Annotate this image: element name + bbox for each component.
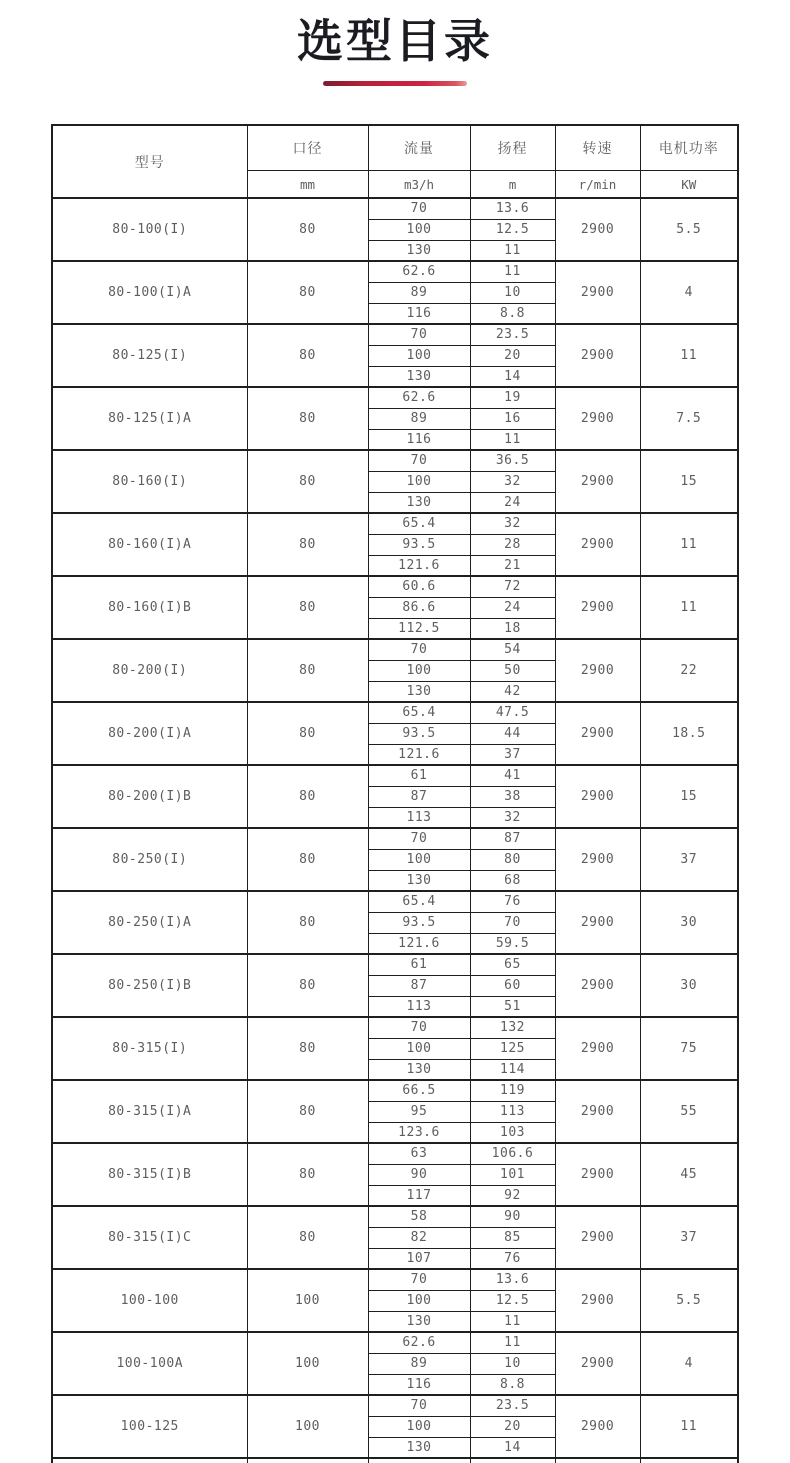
flow-cell: 87 bbox=[368, 786, 470, 807]
header-cell-speed: 转速 bbox=[555, 125, 640, 171]
head-cell: 11 bbox=[470, 1311, 555, 1332]
speed-cell: 2900 bbox=[555, 1269, 640, 1332]
head-cell bbox=[470, 1458, 555, 1463]
power-cell: 11 bbox=[640, 1395, 738, 1458]
header-cell-diameter: 口径 bbox=[247, 125, 368, 171]
head-cell: 72 bbox=[470, 576, 555, 597]
diameter-cell: 80 bbox=[247, 1206, 368, 1269]
power-cell: 37 bbox=[640, 1206, 738, 1269]
head-cell: 85 bbox=[470, 1227, 555, 1248]
flow-cell: 89 bbox=[368, 282, 470, 303]
flow-cell: 107 bbox=[368, 1248, 470, 1269]
flow-cell: 62.6 bbox=[368, 387, 470, 408]
flow-cell: 130 bbox=[368, 366, 470, 387]
head-cell: 132 bbox=[470, 1017, 555, 1038]
speed-cell: 2900 bbox=[555, 198, 640, 261]
header-cell-head: 扬程 bbox=[470, 125, 555, 171]
flow-cell: 70 bbox=[368, 1017, 470, 1038]
diameter-cell: 80 bbox=[247, 702, 368, 765]
head-cell: 8.8 bbox=[470, 303, 555, 324]
flow-cell: 65.4 bbox=[368, 513, 470, 534]
power-cell: 37 bbox=[640, 828, 738, 891]
flow-cell: 95 bbox=[368, 1101, 470, 1122]
table-row bbox=[52, 576, 738, 597]
power-cell: 45 bbox=[640, 1143, 738, 1206]
head-cell: 44 bbox=[470, 723, 555, 744]
unit-cell-speed: r/min bbox=[555, 171, 640, 199]
flow-cell: 70 bbox=[368, 450, 470, 471]
head-cell: 76 bbox=[470, 891, 555, 912]
table-row bbox=[52, 1206, 738, 1227]
table-row bbox=[52, 1143, 738, 1164]
flow-cell: 100 bbox=[368, 849, 470, 870]
speed-cell: 2900 bbox=[555, 828, 640, 891]
head-cell: 11 bbox=[470, 240, 555, 261]
unit-cell-power: KW bbox=[640, 171, 738, 199]
speed-cell: 2900 bbox=[555, 576, 640, 639]
diameter-cell: 80 bbox=[247, 1080, 368, 1143]
head-cell: 41 bbox=[470, 765, 555, 786]
flow-cell: 113 bbox=[368, 996, 470, 1017]
head-cell: 70 bbox=[470, 912, 555, 933]
flow-cell bbox=[368, 1458, 470, 1463]
speed-cell: 2900 bbox=[555, 1017, 640, 1080]
head-cell: 11 bbox=[470, 261, 555, 282]
model-cell: 100-125 bbox=[52, 1395, 247, 1458]
speed-cell: 2900 bbox=[555, 702, 640, 765]
model-cell: 100-100 bbox=[52, 1269, 247, 1332]
flow-cell: 113 bbox=[368, 807, 470, 828]
unit-cell-flow: m3/h bbox=[368, 171, 470, 199]
head-cell: 18 bbox=[470, 618, 555, 639]
power-cell bbox=[640, 1458, 738, 1463]
head-cell: 20 bbox=[470, 1416, 555, 1437]
head-cell: 24 bbox=[470, 492, 555, 513]
head-cell: 14 bbox=[470, 366, 555, 387]
model-cell: 80-315(I) bbox=[52, 1017, 247, 1080]
power-cell: 7.5 bbox=[640, 387, 738, 450]
head-cell: 125 bbox=[470, 1038, 555, 1059]
head-cell: 11 bbox=[470, 1332, 555, 1353]
power-cell: 55 bbox=[640, 1080, 738, 1143]
table-row bbox=[52, 954, 738, 975]
model-cell: 80-160(I) bbox=[52, 450, 247, 513]
speed-cell: 2900 bbox=[555, 639, 640, 702]
flow-cell: 130 bbox=[368, 492, 470, 513]
head-cell: 51 bbox=[470, 996, 555, 1017]
flow-cell: 70 bbox=[368, 1269, 470, 1290]
model-cell: 80-200(I)B bbox=[52, 765, 247, 828]
model-cell: 80-125(I) bbox=[52, 324, 247, 387]
flow-cell: 130 bbox=[368, 240, 470, 261]
power-cell: 11 bbox=[640, 576, 738, 639]
model-cell: 80-160(I)B bbox=[52, 576, 247, 639]
diameter-cell bbox=[247, 1458, 368, 1463]
head-cell: 60 bbox=[470, 975, 555, 996]
header-cell-power: 电机功率 bbox=[640, 125, 738, 171]
speed-cell: 2900 bbox=[555, 765, 640, 828]
flow-cell: 60.6 bbox=[368, 576, 470, 597]
speed-cell: 2900 bbox=[555, 387, 640, 450]
head-cell: 28 bbox=[470, 534, 555, 555]
diameter-cell: 80 bbox=[247, 387, 368, 450]
speed-cell: 2900 bbox=[555, 1080, 640, 1143]
head-cell: 47.5 bbox=[470, 702, 555, 723]
head-cell: 76 bbox=[470, 1248, 555, 1269]
head-cell: 106.6 bbox=[470, 1143, 555, 1164]
flow-cell: 100 bbox=[368, 1416, 470, 1437]
table-row bbox=[52, 765, 738, 786]
head-cell: 54 bbox=[470, 639, 555, 660]
title-underline-bar bbox=[323, 81, 467, 86]
head-cell: 103 bbox=[470, 1122, 555, 1143]
head-cell: 24 bbox=[470, 597, 555, 618]
selection-table bbox=[51, 124, 739, 1463]
speed-cell: 2900 bbox=[555, 513, 640, 576]
table-row-partial bbox=[52, 1458, 738, 1463]
flow-cell: 66.5 bbox=[368, 1080, 470, 1101]
head-cell: 50 bbox=[470, 660, 555, 681]
head-cell: 80 bbox=[470, 849, 555, 870]
unit-cell-diameter: mm bbox=[247, 171, 368, 199]
flow-cell: 130 bbox=[368, 1059, 470, 1080]
flow-cell: 82 bbox=[368, 1227, 470, 1248]
head-cell: 23.5 bbox=[470, 1395, 555, 1416]
table-body bbox=[52, 198, 738, 1463]
flow-cell: 116 bbox=[368, 1374, 470, 1395]
header-row bbox=[52, 125, 738, 171]
model-cell: 80-315(I)A bbox=[52, 1080, 247, 1143]
flow-cell: 121.6 bbox=[368, 555, 470, 576]
diameter-cell: 80 bbox=[247, 1017, 368, 1080]
flow-cell: 100 bbox=[368, 219, 470, 240]
head-cell: 113 bbox=[470, 1101, 555, 1122]
head-cell: 21 bbox=[470, 555, 555, 576]
power-cell: 11 bbox=[640, 324, 738, 387]
flow-cell: 61 bbox=[368, 954, 470, 975]
power-cell: 18.5 bbox=[640, 702, 738, 765]
diameter-cell: 80 bbox=[247, 828, 368, 891]
diameter-cell: 80 bbox=[247, 639, 368, 702]
head-cell: 13.6 bbox=[470, 198, 555, 219]
flow-cell: 70 bbox=[368, 828, 470, 849]
speed-cell: 2900 bbox=[555, 1143, 640, 1206]
head-cell: 37 bbox=[470, 744, 555, 765]
table-row bbox=[52, 261, 738, 282]
flow-cell: 130 bbox=[368, 1311, 470, 1332]
model-cell: 80-200(I) bbox=[52, 639, 247, 702]
table-row bbox=[52, 1332, 738, 1353]
speed-cell: 2900 bbox=[555, 1332, 640, 1395]
power-cell: 5.5 bbox=[640, 198, 738, 261]
flow-cell: 70 bbox=[368, 324, 470, 345]
model-cell: 80-125(I)A bbox=[52, 387, 247, 450]
flow-cell: 62.6 bbox=[368, 261, 470, 282]
model-cell: 80-250(I) bbox=[52, 828, 247, 891]
table-row bbox=[52, 513, 738, 534]
power-cell: 5.5 bbox=[640, 1269, 738, 1332]
diameter-cell: 80 bbox=[247, 891, 368, 954]
flow-cell: 130 bbox=[368, 1437, 470, 1458]
flow-cell: 100 bbox=[368, 471, 470, 492]
flow-cell: 65.4 bbox=[368, 891, 470, 912]
model-cell: 80-315(I)C bbox=[52, 1206, 247, 1269]
table-row bbox=[52, 1017, 738, 1038]
flow-cell: 58 bbox=[368, 1206, 470, 1227]
diameter-cell: 80 bbox=[247, 198, 368, 261]
head-cell: 38 bbox=[470, 786, 555, 807]
model-cell bbox=[52, 1458, 247, 1463]
diameter-cell: 80 bbox=[247, 954, 368, 1017]
head-cell: 16 bbox=[470, 408, 555, 429]
flow-cell: 121.6 bbox=[368, 744, 470, 765]
speed-cell: 2900 bbox=[555, 954, 640, 1017]
flow-cell: 62.6 bbox=[368, 1332, 470, 1353]
table-row bbox=[52, 1395, 738, 1416]
page-title: 选型目录 bbox=[297, 14, 493, 68]
flow-cell: 87 bbox=[368, 975, 470, 996]
power-cell: 22 bbox=[640, 639, 738, 702]
head-cell: 101 bbox=[470, 1164, 555, 1185]
head-cell: 32 bbox=[470, 471, 555, 492]
flow-cell: 70 bbox=[368, 198, 470, 219]
diameter-cell: 80 bbox=[247, 324, 368, 387]
table-row bbox=[52, 828, 738, 849]
flow-cell: 116 bbox=[368, 303, 470, 324]
head-cell: 92 bbox=[470, 1185, 555, 1206]
flow-cell: 89 bbox=[368, 1353, 470, 1374]
head-cell: 32 bbox=[470, 807, 555, 828]
table-row bbox=[52, 1080, 738, 1101]
diameter-cell: 80 bbox=[247, 765, 368, 828]
speed-cell: 2900 bbox=[555, 324, 640, 387]
flow-cell: 89 bbox=[368, 408, 470, 429]
head-cell: 12.5 bbox=[470, 219, 555, 240]
model-cell: 80-250(I)A bbox=[52, 891, 247, 954]
flow-cell: 112.5 bbox=[368, 618, 470, 639]
speed-cell: 2900 bbox=[555, 1206, 640, 1269]
table-header bbox=[52, 125, 738, 198]
flow-cell: 70 bbox=[368, 639, 470, 660]
head-cell: 59.5 bbox=[470, 933, 555, 954]
power-cell: 30 bbox=[640, 891, 738, 954]
head-cell: 11 bbox=[470, 429, 555, 450]
speed-cell: 2900 bbox=[555, 891, 640, 954]
flow-cell: 130 bbox=[368, 870, 470, 891]
head-cell: 65 bbox=[470, 954, 555, 975]
diameter-cell: 80 bbox=[247, 513, 368, 576]
flow-cell: 121.6 bbox=[368, 933, 470, 954]
head-cell: 32 bbox=[470, 513, 555, 534]
head-cell: 87 bbox=[470, 828, 555, 849]
diameter-cell: 100 bbox=[247, 1332, 368, 1395]
table-row bbox=[52, 450, 738, 471]
flow-cell: 93.5 bbox=[368, 534, 470, 555]
header-cell-flow: 流量 bbox=[368, 125, 470, 171]
head-cell: 8.8 bbox=[470, 1374, 555, 1395]
power-cell: 4 bbox=[640, 1332, 738, 1395]
table-row bbox=[52, 324, 738, 345]
diameter-cell: 80 bbox=[247, 450, 368, 513]
table-row bbox=[52, 198, 738, 219]
flow-cell: 117 bbox=[368, 1185, 470, 1206]
table-row bbox=[52, 387, 738, 408]
model-cell: 80-200(I)A bbox=[52, 702, 247, 765]
flow-cell: 93.5 bbox=[368, 723, 470, 744]
table-row bbox=[52, 639, 738, 660]
flow-cell: 123.6 bbox=[368, 1122, 470, 1143]
diameter-cell: 80 bbox=[247, 576, 368, 639]
power-cell: 15 bbox=[640, 450, 738, 513]
flow-cell: 100 bbox=[368, 660, 470, 681]
flow-cell: 116 bbox=[368, 429, 470, 450]
head-cell: 20 bbox=[470, 345, 555, 366]
head-cell: 10 bbox=[470, 282, 555, 303]
diameter-cell: 80 bbox=[247, 1143, 368, 1206]
head-cell: 36.5 bbox=[470, 450, 555, 471]
flow-cell: 65.4 bbox=[368, 702, 470, 723]
head-cell: 12.5 bbox=[470, 1290, 555, 1311]
unit-cell-head: m bbox=[470, 171, 555, 199]
model-cell: 80-100(I) bbox=[52, 198, 247, 261]
model-cell: 80-160(I)A bbox=[52, 513, 247, 576]
speed-cell: 2900 bbox=[555, 261, 640, 324]
flow-cell: 86.6 bbox=[368, 597, 470, 618]
flow-cell: 130 bbox=[368, 681, 470, 702]
speed-cell: 2900 bbox=[555, 450, 640, 513]
table-row bbox=[52, 702, 738, 723]
speed-cell: 2900 bbox=[555, 1395, 640, 1458]
head-cell: 19 bbox=[470, 387, 555, 408]
flow-cell: 63 bbox=[368, 1143, 470, 1164]
power-cell: 75 bbox=[640, 1017, 738, 1080]
head-cell: 90 bbox=[470, 1206, 555, 1227]
flow-cell: 70 bbox=[368, 1395, 470, 1416]
power-cell: 4 bbox=[640, 261, 738, 324]
flow-cell: 90 bbox=[368, 1164, 470, 1185]
model-cell: 100-100A bbox=[52, 1332, 247, 1395]
table-row bbox=[52, 891, 738, 912]
head-cell: 68 bbox=[470, 870, 555, 891]
flow-cell: 100 bbox=[368, 345, 470, 366]
flow-cell: 61 bbox=[368, 765, 470, 786]
power-cell: 11 bbox=[640, 513, 738, 576]
table-row bbox=[52, 1269, 738, 1290]
flow-cell: 100 bbox=[368, 1290, 470, 1311]
diameter-cell: 100 bbox=[247, 1269, 368, 1332]
head-cell: 10 bbox=[470, 1353, 555, 1374]
head-cell: 13.6 bbox=[470, 1269, 555, 1290]
speed-cell bbox=[555, 1458, 640, 1463]
head-cell: 42 bbox=[470, 681, 555, 702]
power-cell: 15 bbox=[640, 765, 738, 828]
flow-cell: 93.5 bbox=[368, 912, 470, 933]
model-cell: 80-250(I)B bbox=[52, 954, 247, 1017]
header-cell-model: 型号 bbox=[52, 125, 247, 198]
flow-cell: 100 bbox=[368, 1038, 470, 1059]
head-cell: 119 bbox=[470, 1080, 555, 1101]
model-cell: 80-100(I)A bbox=[52, 261, 247, 324]
diameter-cell: 100 bbox=[247, 1395, 368, 1458]
head-cell: 14 bbox=[470, 1437, 555, 1458]
power-cell: 30 bbox=[640, 954, 738, 1017]
head-cell: 114 bbox=[470, 1059, 555, 1080]
model-cell: 80-315(I)B bbox=[52, 1143, 247, 1206]
diameter-cell: 80 bbox=[247, 261, 368, 324]
head-cell: 23.5 bbox=[470, 324, 555, 345]
